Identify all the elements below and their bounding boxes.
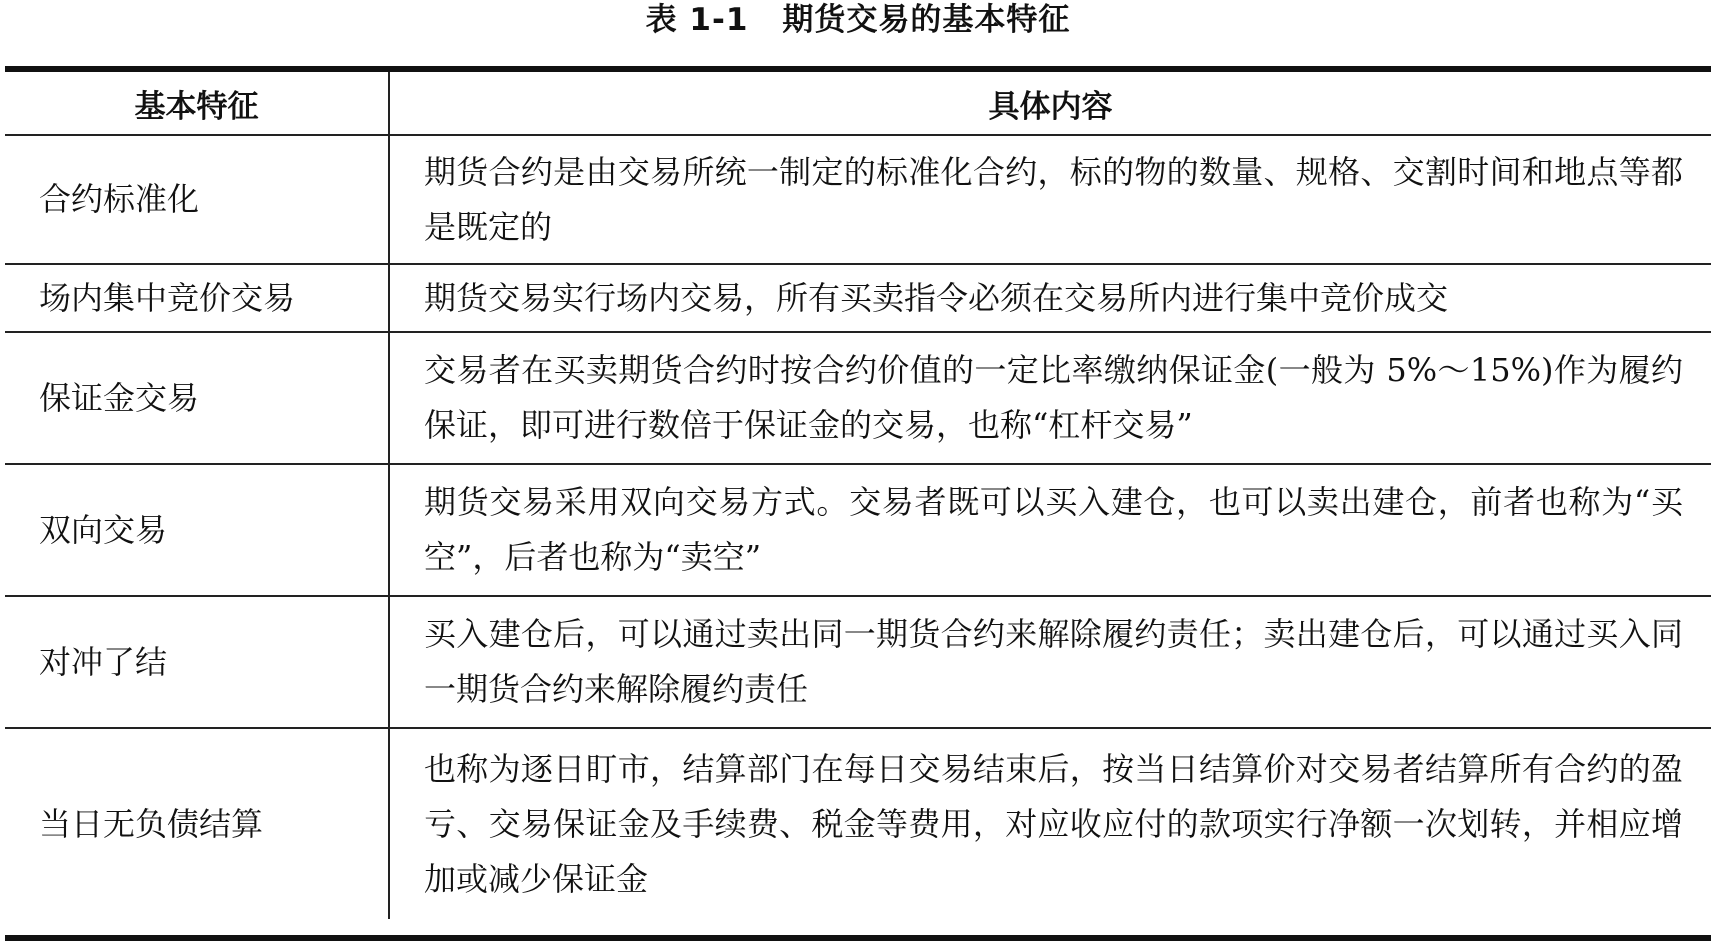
table-number: 表 1-1 [645,2,749,38]
detail-cell: 期货合约是由交易所统一制定的标准化合约，标的物的数量、规格、交割时间和地点等都是既定的 [389,135,1711,264]
table-title: 期货交易的基本特征 [782,2,1071,38]
header-row [5,72,1711,135]
feature-cell: 对冲了结 [5,596,389,728]
feature-cell: 双向交易 [5,464,389,596]
header-feature: 基本特征 [5,72,389,135]
detail-cell: 也称为逐日盯市，结算部门在每日交易结束后，按当日结算价对交易者结算所有合约的盈亏、交易保证金及手续费、税金等费用，对应收应付的款项实行净额一次划转，并相应增加或减少保证金 [424,749,1683,898]
feature-cell: 当日无负债结算 [5,728,389,919]
detail-cell: 交易者在买卖期货合约时按合约价值的一定比率缴纳保证金(一般为 5%～15%)作为履约保证，即可进行数倍于保证金的交易，也称“杠杆交易” [389,332,1711,464]
table-row [5,464,1711,596]
feature-cell: 合约标准化 [5,135,389,264]
detail-cell: 期货交易实行场内交易，所有买卖指令必须在交易所内进行集中竞价成交 [389,264,1711,332]
header-detail: 具体内容 [389,72,1711,135]
table-row [5,596,1711,728]
table-row [5,264,1711,332]
feature-cell: 保证金交易 [5,332,389,464]
feature-cell: 场内集中竞价交易 [5,264,389,332]
table-caption [0,0,1716,44]
detail-cell: 买入建仓后，可以通过卖出同一期货合约来解除履约责任；卖出建仓后，可以通过买入同一期货合约来解除履约责任 [389,596,1711,728]
features-table [5,72,1711,919]
table-row [5,135,1711,264]
table-bottom-rule [5,935,1711,941]
table-row [5,332,1711,464]
table-row [5,728,1711,919]
detail-cell: 期货交易采用双向交易方式。交易者既可以买入建仓，也可以卖出建仓，前者也称为“买空”，后者也称为“卖空” [389,464,1711,596]
